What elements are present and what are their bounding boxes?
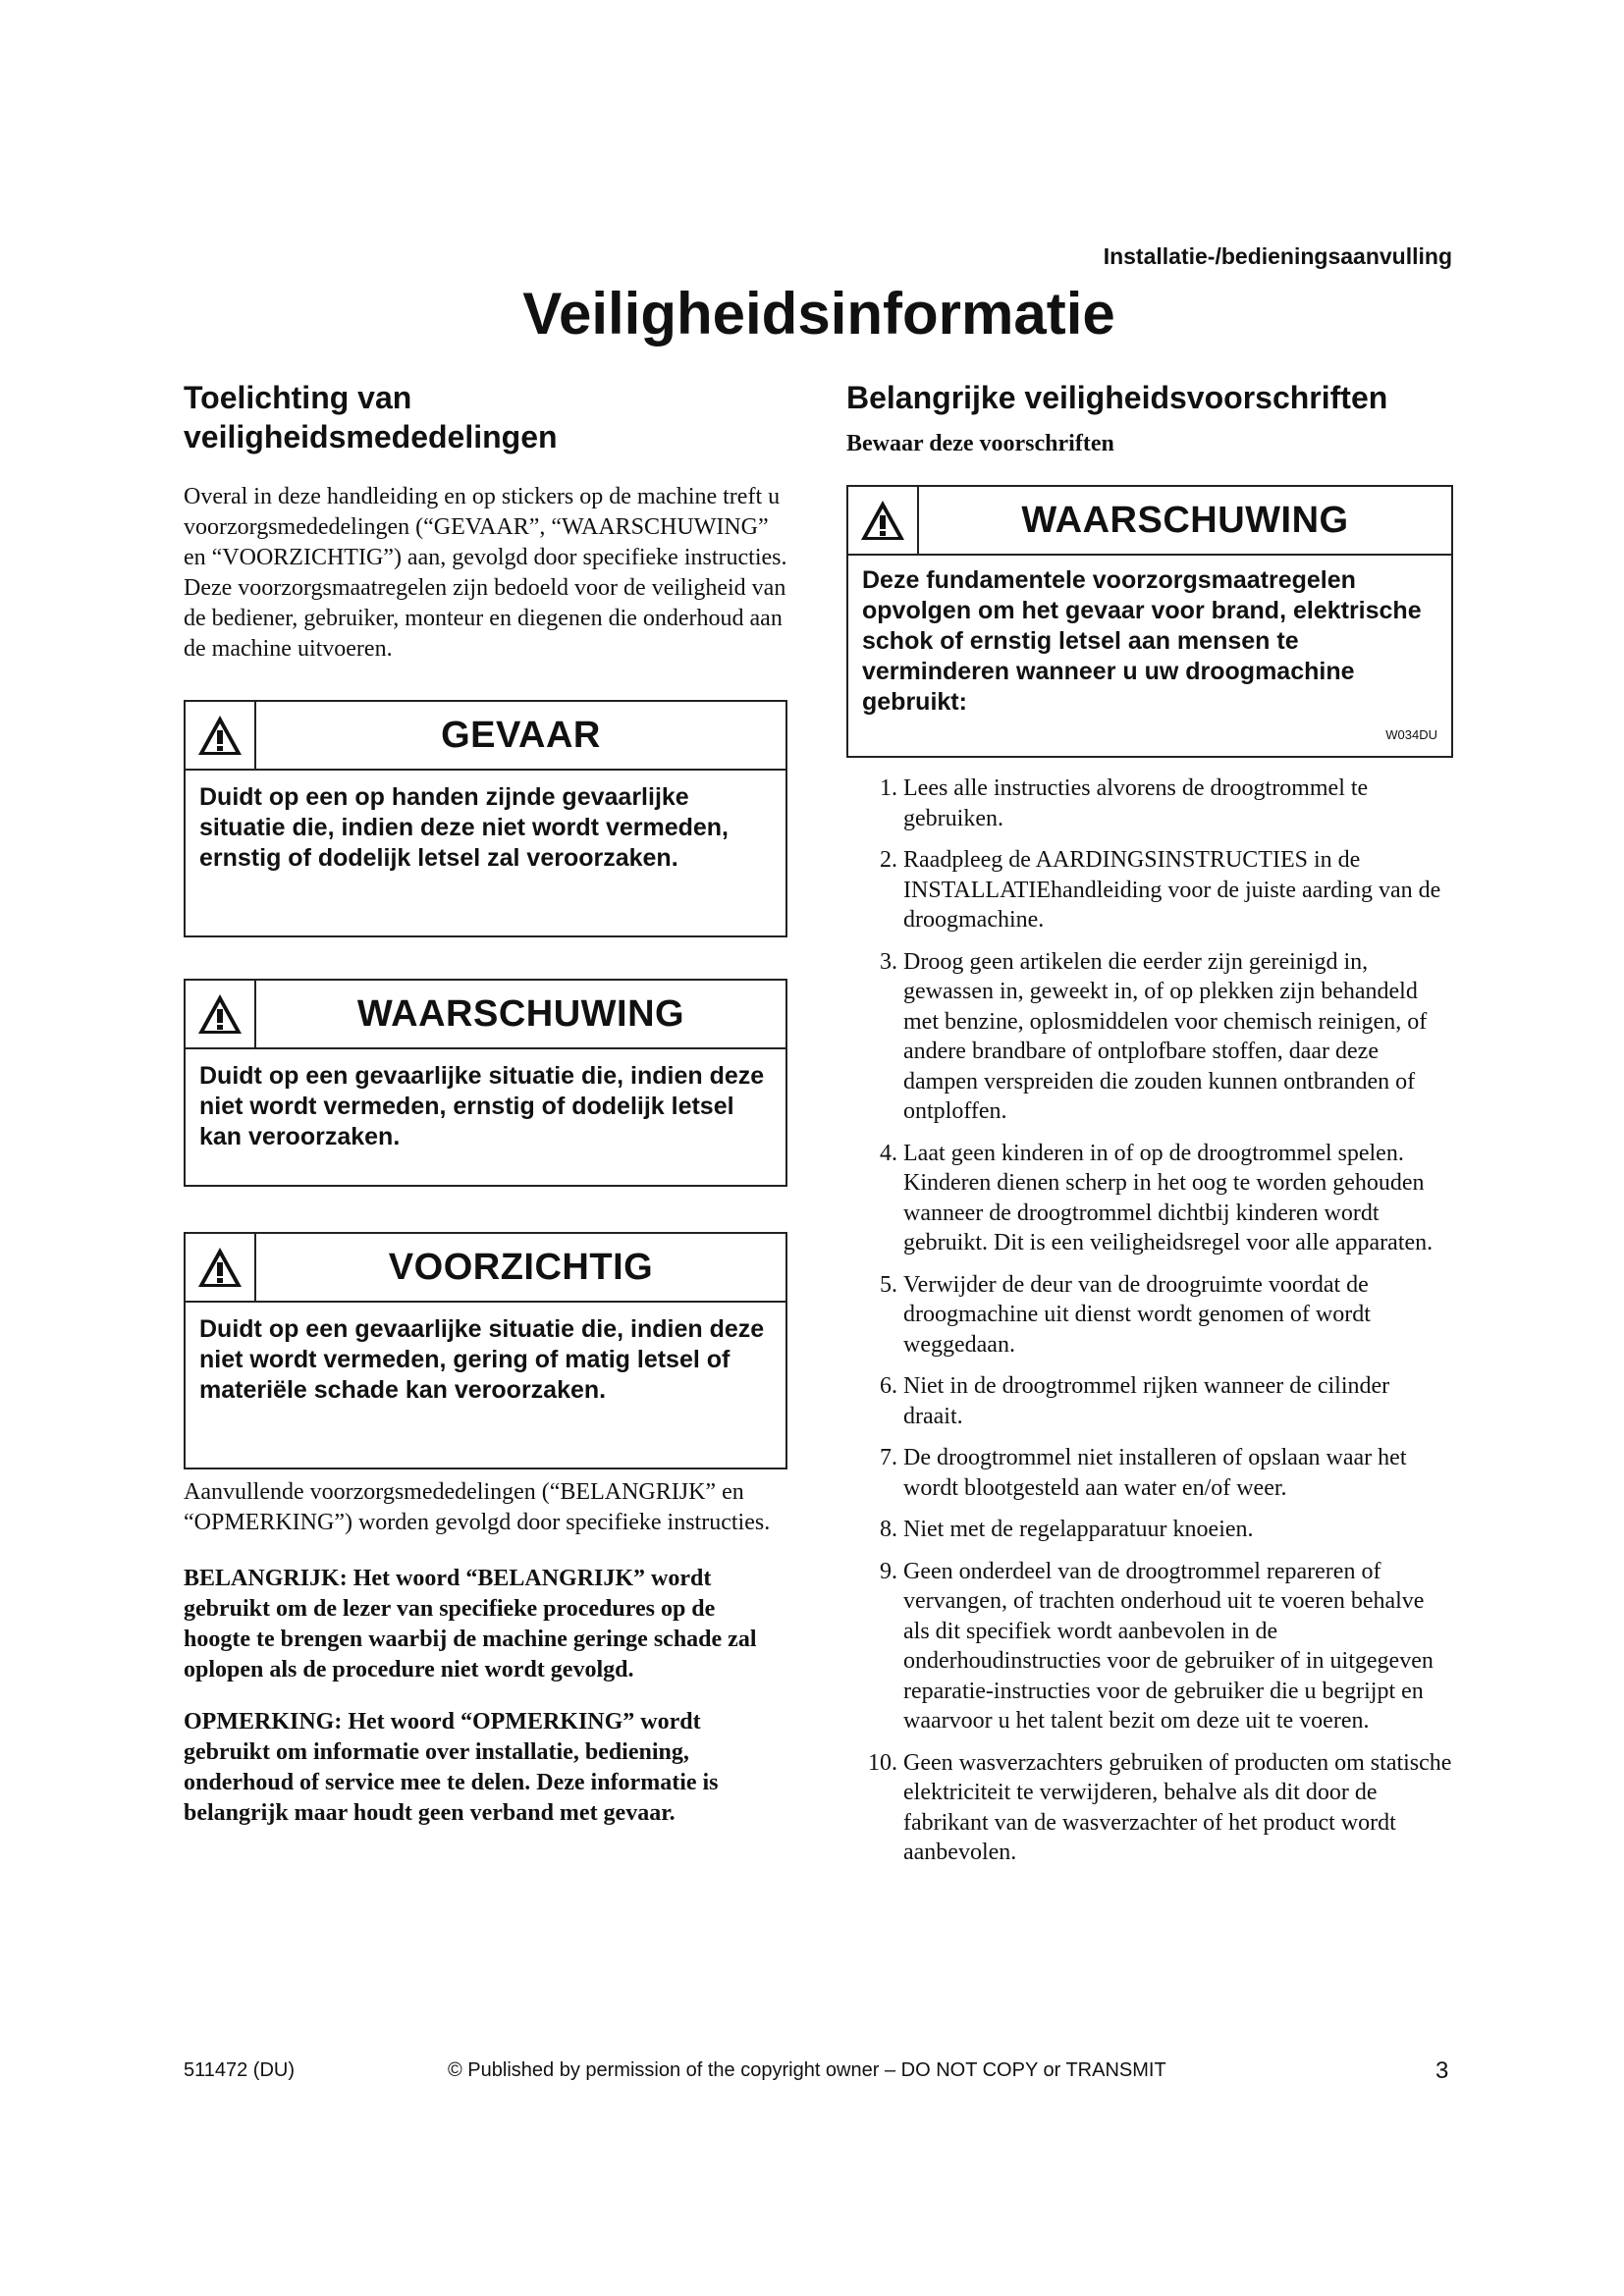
caution-title: VOORZICHTIG	[388, 1246, 654, 1288]
safety-warning-text: Deze fundamentele voorzorgsmaatregelen opvolgen om het gevaar voor brand, elektrische schok of ernstig letsel aan mensen te verminderen wanneer u uw droogmachine gebruikt:	[862, 566, 1422, 716]
list-item: 4. Laat geen kinderen in of op de droogtrommel spelen. Kinderen dienen scherp in het oog te worden gehouden wanneer de droogtrommel dichtbij kinderen wordt gebruikt. Dit is een veiligheidsregel voor alle apparaten.	[880, 1140, 1434, 1255]
list-item: 9. Geen onderdeel van de droogtrommel repareren of vervangen, of trachten onderhoud uit te voeren behalve als dit specifiek wordt aanbevolen in de onderhoudinstructies voor de gebruiker of in uitgegeven reparatie-instructies voor de gebruiker die u begrijpt en waarvoor u het talent bezit om deze uit te voeren.	[880, 1558, 1434, 1734]
danger-text: Duidt op een op handen zijnde gevaarlijke situatie die, indien deze niet wordt vermeden, ernstig of dodelijk letsel zal veroorzaken.	[199, 783, 730, 872]
danger-title: GEVAAR	[441, 714, 601, 756]
list-item: 8. Niet met de regelapparatuur knoeien.	[880, 1517, 1254, 1542]
warning-triangle-icon	[186, 702, 256, 769]
note-paragraph: OPMERKING: Het woord “OPMERKING” wordt gebruikt om informatie over installatie, bediening, onderhoud of service mee te delen. Deze informatie is belangrijk maar houdt geen verband met gevaar.	[184, 1709, 719, 1826]
section-label: Installatie-/bedieningsaanvulling	[1103, 243, 1452, 269]
caution-text: Duidt op een gevaarlijke situatie die, indien deze niet wordt vermeden, gering of matig letsel of materiële schade kan veroorzaken.	[199, 1315, 765, 1404]
caution-box	[184, 1232, 787, 1469]
left-column	[184, 378, 787, 1829]
list-item: 2. Raadpleeg de AARDINGSINSTRUCTIES in de INSTALLATIEhandleiding voor de juiste aarding van de droogmachine.	[880, 847, 1441, 933]
list-item: 6. Niet in de droogtrommel rijken wanneer de cilinder draait.	[880, 1373, 1390, 1429]
list-item: 5. Verwijder de deur van de droogruimte voordat de droogmachine uit dienst wordt genomen of wordt weggedaan.	[880, 1271, 1371, 1358]
safety-warning-box	[846, 485, 1453, 758]
warning-code: W034DU	[1385, 727, 1437, 742]
warning-box	[184, 979, 787, 1187]
important-paragraph: BELANGRIJK: Het woord “BELANGRIJK” wordt gebruikt om de lezer van specifieke procedures op de hoogte te brengen waarbij de machine geringe schade zal oplopen als de procedure niet wordt gevolgd.	[184, 1566, 757, 1682]
list-item: 3. Droog geen artikelen die eerder zijn gereinigd in, gewassen in, geweekt in, of op plekken zijn behandeld met benzine, oplosmiddelen voor chemisch reinigen, of andere brandbare of ontplofbare stoffen, daar deze dampen verspreiden die zouden kunnen ontbranden of ontploffen.	[880, 948, 1428, 1124]
warning-title: WAARSCHUWING	[356, 992, 685, 1035]
right-column	[846, 378, 1453, 1880]
copyright-notice: © Published by permission of the copyright owner – DO NOT COPY or TRANSMIT	[448, 2059, 1166, 2081]
list-item: 7. De droogtrommel niet installeren of opslaan waar het wordt blootgesteld aan water en/of weer.	[880, 1445, 1407, 1501]
doc-number: 511472 (DU)	[184, 2059, 296, 2081]
danger-box	[184, 700, 787, 937]
safety-rules-list	[846, 774, 1453, 1868]
warning-triangle-icon	[186, 1234, 256, 1301]
additional-paragraph: Aanvullende voorzorgsmededelingen (“BELANGRIJK” en “OPMERKING”) worden gevolgd door specifieke instructies.	[184, 1479, 771, 1535]
list-item: 1. Lees alle instructies alvorens de droogtrommel te gebruiken.	[880, 775, 1369, 831]
right-heading: Belangrijke veiligheidsvoorschriften	[846, 380, 1388, 415]
warning-triangle-icon	[186, 981, 256, 1047]
page-number: 3	[1435, 2057, 1449, 2084]
warning-triangle-icon	[848, 487, 919, 554]
page-title: Veiligheidsinformatie	[522, 281, 1115, 347]
right-subheading: Bewaar deze voorschriften	[846, 431, 1114, 456]
safety-warning-title: WAARSCHUWING	[1021, 499, 1349, 541]
left-heading: Toelichting van veiligheidsmededelingen	[184, 380, 558, 454]
list-item: 10. Geen wasverzachters gebruiken of producten om statische elektriciteit te verwijderen, behalve als dit door de fabrikant van de wasverzachter of het product wordt aanbevolen.	[868, 1749, 1452, 1865]
warning-text: Duidt op een gevaarlijke situatie die, indien deze niet wordt vermeden, ernstig of dodelijk letsel kan veroorzaken.	[199, 1062, 765, 1150]
intro-paragraph: Overal in deze handleiding en op stickers op de machine treft u voorzorgsmededelingen (“GEVAAR”, “WAARSCHUWING” en “VOORZICHTIG”) aan, gevolgd door specifieke instructies. Deze voorzorgsmaatregelen zijn bedoeld voor de veiligheid van de bediener, gebruiker, monteur en diegenen die onderhoud aan de machine uitvoeren.	[184, 484, 787, 662]
